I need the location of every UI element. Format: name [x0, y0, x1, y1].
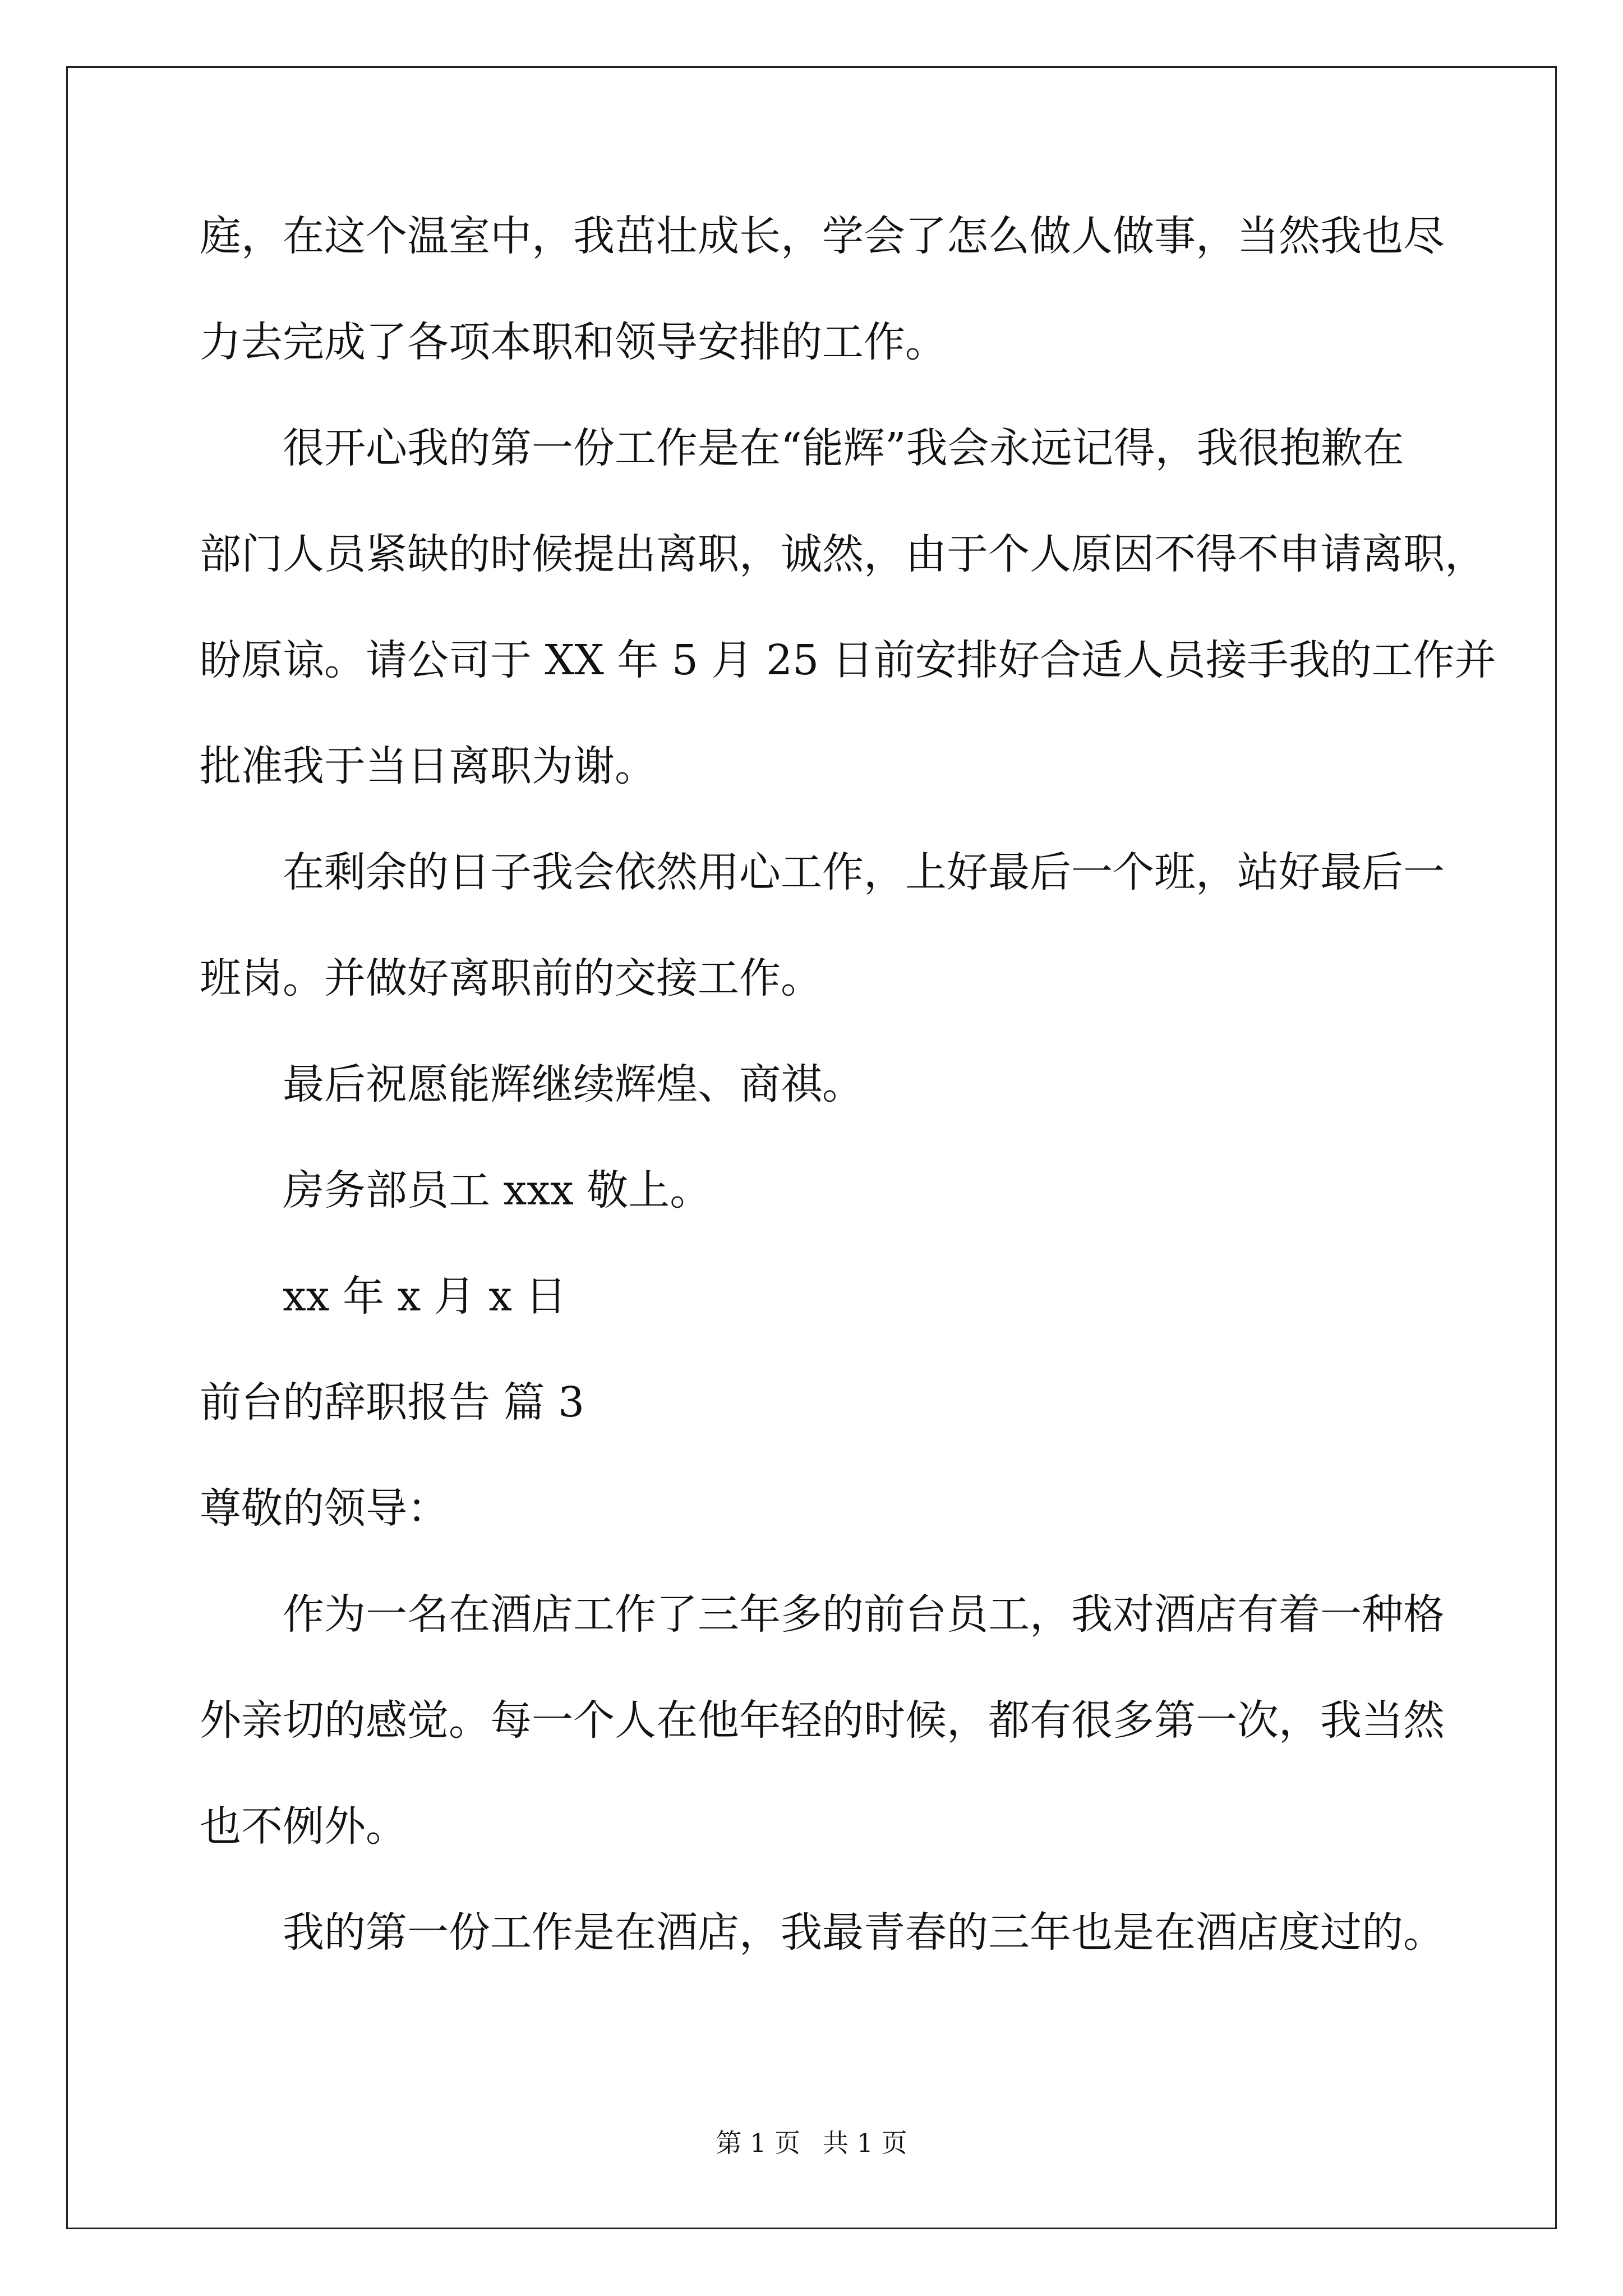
text-line: 盼原谅。请公司于 XX 年 5 月 25 日前安排好合适人员接手我的工作并	[200, 636, 1496, 684]
text-line: 我的第一份工作是在酒店，我最青春的三年也是在酒店度过的。	[283, 1908, 1445, 1957]
text-line: 也不例外。	[200, 1802, 407, 1851]
section-heading: 前台的辞职报告 篇 3	[200, 1378, 585, 1427]
text-line: 在剩余的日子我会依然用心工作，上好最后一个班，站好最后一	[283, 848, 1445, 896]
text-line: 批准我于当日离职为谢。	[200, 742, 656, 790]
page-total: 共 1 页	[823, 2128, 907, 2158]
text-line: 作为一名在酒店工作了三年多的前台员工，我对酒店有着一种格	[283, 1590, 1445, 1639]
text-line: 很开心我的第一份工作是在“能辉”我会永远记得，我很抱歉在	[283, 424, 1404, 472]
text-line: 房务部员工 xxx 敬上。	[283, 1166, 712, 1214]
date-line: xx 年 x 月 x 日	[283, 1272, 567, 1320]
text-line: 部门人员紧缺的时候提出离职，诚然，由于个人原因不得不申请离职，	[200, 530, 1486, 578]
page-number: 第 1 页	[716, 2128, 800, 2158]
text-line: 力去完成了各项本职和领导安排的工作。	[200, 318, 947, 366]
salutation: 尊敬的领导：	[200, 1484, 449, 1533]
page-border	[66, 66, 1557, 2229]
page-footer	[0, 2126, 1623, 2160]
text-line: 庭，在这个温室中，我茁壮成长，学会了怎么做人做事，当然我也尽	[200, 212, 1445, 260]
text-line: 最后祝愿能辉继续辉煌、商祺。	[283, 1060, 864, 1108]
text-line: 外亲切的感觉。每一个人在他年轻的时候，都有很多第一次，我当然	[200, 1696, 1445, 1745]
text-line: 班岗。并做好离职前的交接工作。	[200, 954, 822, 1002]
